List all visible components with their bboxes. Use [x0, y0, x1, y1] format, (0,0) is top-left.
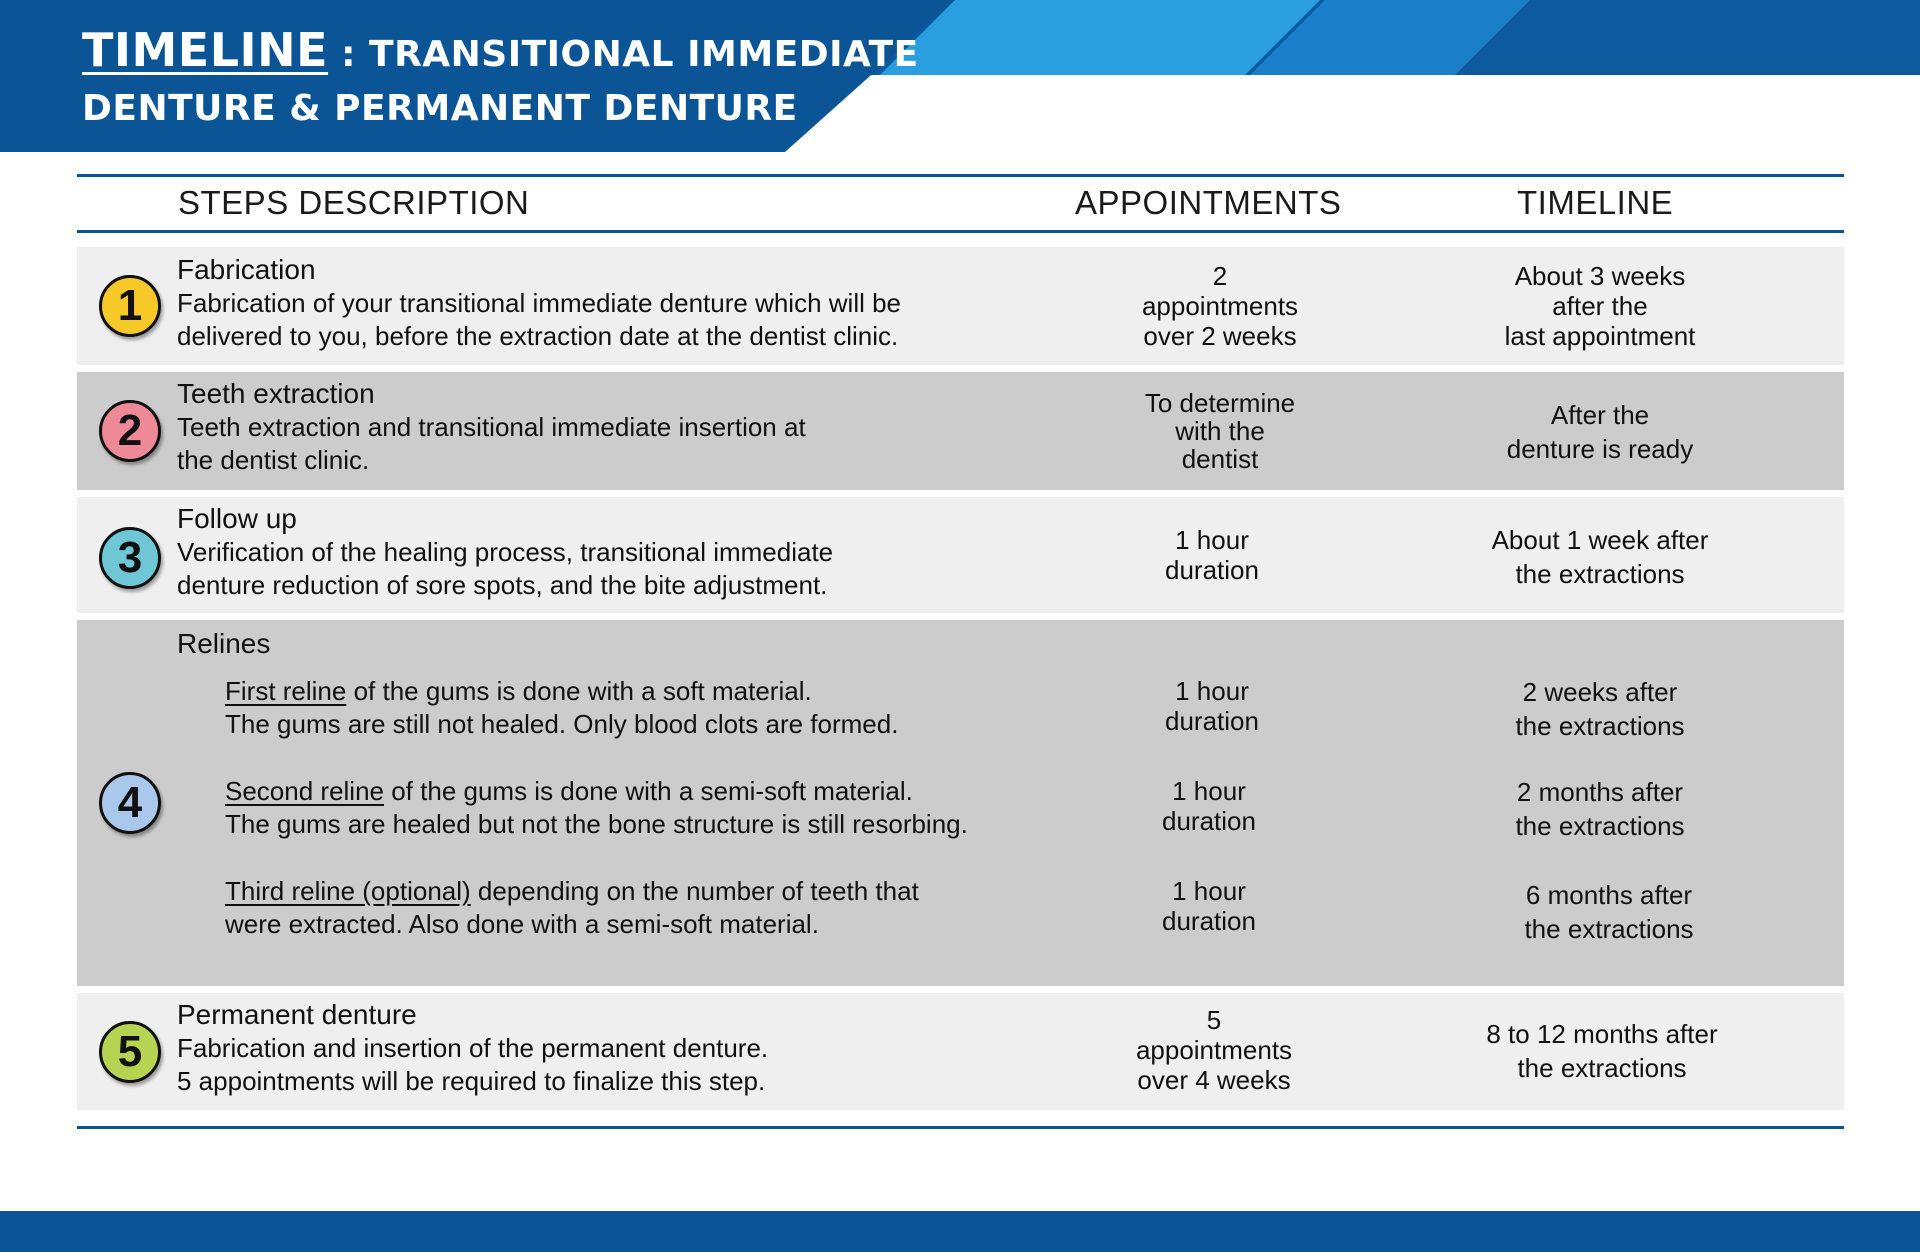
reline-1-appointments: 1 hour duration	[1165, 676, 1259, 736]
step-1-appointments: 2 appointments over 2 weeks	[1141, 261, 1299, 351]
step-2-desc-line1: Teeth extraction and transitional immediate insertion at	[177, 412, 806, 442]
step-2-title: Teeth extraction	[177, 378, 375, 409]
reline-3-appointments: 1 hour duration	[1162, 876, 1256, 936]
step-5-number-badge: 5	[99, 1021, 161, 1083]
step-5-title: Permanent denture	[177, 999, 417, 1030]
table-row-step-5	[77, 993, 1844, 1110]
table-row-step-3	[77, 497, 1844, 613]
column-header-steps: STEPS DESCRIPTION	[178, 184, 530, 221]
column-header-timeline: TIMELINE	[1517, 184, 1674, 221]
step-3-timeline: About 1 week after the extractions	[1491, 525, 1709, 589]
reline-2-line2: The gums are healed but not the bone structure is still resorbing.	[225, 809, 968, 839]
step-4-number-badge: 4	[99, 772, 161, 834]
title-main: TIMELINE	[82, 23, 329, 77]
reline-3-line2: were extracted. Also done with a semi-soft material.	[225, 909, 819, 939]
table-row-step-4	[77, 620, 1844, 986]
reline-1-label: First reline	[225, 676, 347, 706]
table-bottom-rule	[77, 1126, 1844, 1129]
step-2-number-badge: 2	[99, 400, 161, 462]
step-1-timeline: About 3 weeks after the last appointment	[1504, 261, 1696, 351]
step-3-desc-line2: denture reduction of sore spots, and the bite adjustment.	[177, 570, 828, 600]
reline-3-text1: depending on the number of teeth that	[470, 876, 919, 906]
step-4-title: Relines	[177, 628, 271, 659]
step-5-desc-line1: Fabrication and insertion of the permanent denture.	[177, 1033, 769, 1063]
step-1-number-badge: 1	[99, 275, 161, 337]
table-top-rule	[77, 174, 1844, 177]
step-2-timeline: After the denture is ready	[1506, 400, 1694, 464]
title-rest: : TRANSITIONAL IMMEDIATE	[328, 34, 919, 75]
reline-2-text1: of the gums is done with a semi-soft material.	[384, 776, 913, 806]
table-row-step-2	[77, 372, 1844, 490]
reline-2-timeline: 2 months after the extractions	[1515, 777, 1685, 841]
reline-1-timeline: 2 weeks after the extractions	[1515, 677, 1685, 741]
step-3-appointments: 1 hour duration	[1165, 525, 1259, 585]
reline-1-line2: The gums are still not healed. Only blood clots are formed.	[225, 709, 899, 739]
reline-3-label: Third reline (optional)	[225, 876, 471, 906]
table-row-step-1	[77, 247, 1844, 365]
step-1-title: Fabrication	[177, 254, 316, 285]
reline-3-line1	[225, 875, 919, 908]
header-bottom-rule	[77, 230, 1844, 233]
step-3-title: Follow up	[177, 503, 297, 534]
header-stripe-light	[880, 0, 1320, 75]
column-header-appointments: APPOINTMENTS	[1075, 184, 1342, 221]
reline-1-line1	[225, 675, 812, 708]
step-3-desc-line1: Verification of the healing process, transitional immediate	[177, 537, 834, 567]
reline-2-appointments: 1 hour duration	[1162, 776, 1256, 836]
reline-2-line1	[225, 775, 913, 808]
step-1-desc-line1: Fabrication of your transitional immediate denture which will be	[177, 288, 902, 318]
footer-band	[0, 1211, 1920, 1252]
step-2-appointments: To determine with the dentist	[1144, 388, 1296, 474]
step-5-timeline: 8 to 12 months after the extractions	[1486, 1019, 1718, 1083]
step-2-desc-line2: the dentist clinic.	[177, 445, 370, 475]
step-5-desc-line2: 5 appointments will be required to finalize this step.	[177, 1066, 766, 1096]
title-line2: DENTURE & PERMANENT DENTURE	[82, 88, 798, 129]
step-1-desc-line2: delivered to you, before the extraction date at the dentist clinic.	[177, 321, 899, 351]
step-5-appointments: 5 appointments over 4 weeks	[1135, 1005, 1293, 1095]
reline-3-timeline: 6 months after the extractions	[1524, 880, 1694, 944]
reline-1-text1: of the gums is done with a soft material.	[346, 676, 812, 706]
page-title	[82, 24, 919, 137]
reline-2-label: Second reline	[225, 776, 384, 806]
step-3-number-badge: 3	[99, 527, 161, 589]
